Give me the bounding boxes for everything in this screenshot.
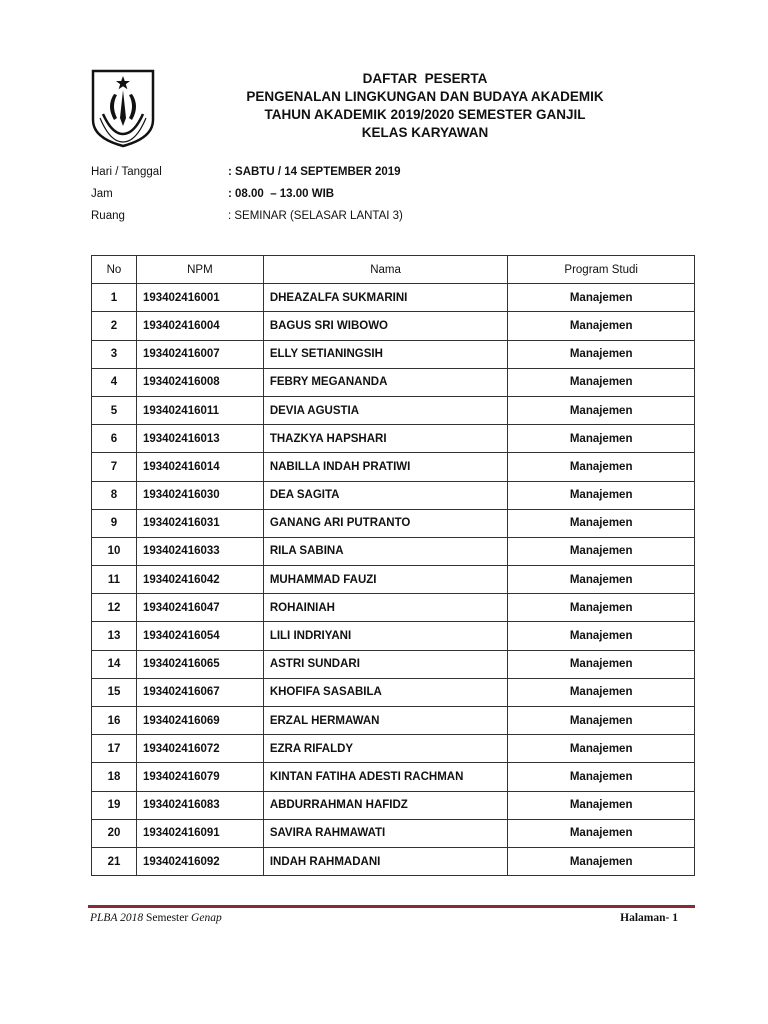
footer-rule	[88, 905, 695, 908]
row-no: 9	[92, 509, 137, 537]
row-program-studi: Manajemen	[508, 566, 695, 594]
row-npm: 193402416083	[136, 791, 263, 819]
row-no: 4	[92, 368, 137, 396]
document-title	[160, 70, 690, 142]
row-no: 10	[92, 537, 137, 565]
row-npm: 193402416069	[136, 707, 263, 735]
time-value: : 08.00 – 13.00 WIB	[228, 188, 335, 200]
row-no: 20	[92, 819, 137, 847]
row-nama: NABILLA INDAH PRATIWI	[263, 453, 508, 481]
row-npm: 193402416042	[136, 566, 263, 594]
header-nama: Nama	[263, 256, 508, 284]
university-emblem-icon	[90, 68, 156, 148]
row-npm: 193402416033	[136, 537, 263, 565]
row-no: 13	[92, 622, 137, 650]
row-no: 19	[92, 791, 137, 819]
row-nama: THAZKYA HAPSHARI	[263, 425, 508, 453]
table-row	[92, 650, 695, 678]
table-row	[92, 509, 695, 537]
room-label: Ruang	[91, 210, 125, 222]
table-row	[92, 791, 695, 819]
row-program-studi: Manajemen	[508, 368, 695, 396]
row-nama: ERZAL HERMAWAN	[263, 707, 508, 735]
row-no: 15	[92, 678, 137, 706]
table-row	[92, 622, 695, 650]
row-program-studi: Manajemen	[508, 594, 695, 622]
row-npm: 193402416079	[136, 763, 263, 791]
row-program-studi: Manajemen	[508, 650, 695, 678]
row-npm: 193402416092	[136, 847, 263, 875]
row-npm: 193402416072	[136, 735, 263, 763]
row-npm: 193402416014	[136, 453, 263, 481]
footer-suffix: Genap	[188, 912, 222, 924]
row-no: 11	[92, 566, 137, 594]
row-nama: ROHAINIAH	[263, 594, 508, 622]
row-no: 17	[92, 735, 137, 763]
table-row	[92, 678, 695, 706]
title-line-4: KELAS KARYAWAN	[361, 125, 489, 140]
table-header-row	[92, 256, 695, 284]
table-row	[92, 819, 695, 847]
row-nama: KINTAN FATIHA ADESTI RACHMAN	[263, 763, 508, 791]
footer-left	[90, 912, 222, 924]
row-nama: FEBRY MEGANANDA	[263, 368, 508, 396]
table-row	[92, 735, 695, 763]
row-program-studi: Manajemen	[508, 284, 695, 312]
table-row	[92, 481, 695, 509]
row-program-studi: Manajemen	[508, 396, 695, 424]
row-no: 8	[92, 481, 137, 509]
row-program-studi: Manajemen	[508, 622, 695, 650]
table-row	[92, 707, 695, 735]
row-program-studi: Manajemen	[508, 481, 695, 509]
row-program-studi: Manajemen	[508, 791, 695, 819]
table-row	[92, 453, 695, 481]
row-no: 12	[92, 594, 137, 622]
row-nama: RILA SABINA	[263, 537, 508, 565]
title-line-1: DAFTAR PESERTA	[362, 71, 488, 86]
page-number: Halaman- 1	[620, 912, 678, 924]
header-program-studi: Program Studi	[508, 256, 695, 284]
row-program-studi: Manajemen	[508, 453, 695, 481]
row-nama: DEVIA AGUSTIA	[263, 396, 508, 424]
date-label: Hari / Tanggal	[91, 166, 162, 178]
row-nama: LILI INDRIYANI	[263, 622, 508, 650]
row-npm: 193402416067	[136, 678, 263, 706]
header-no: No	[92, 256, 137, 284]
row-nama: DHEAZALFA SUKMARINI	[263, 284, 508, 312]
row-program-studi: Manajemen	[508, 707, 695, 735]
row-program-studi: Manajemen	[508, 425, 695, 453]
row-npm: 193402416013	[136, 425, 263, 453]
table-row	[92, 340, 695, 368]
participant-table	[91, 255, 695, 876]
row-nama: KHOFIFA SASABILA	[263, 678, 508, 706]
row-program-studi: Manajemen	[508, 509, 695, 537]
row-npm: 193402416004	[136, 312, 263, 340]
row-npm: 193402416091	[136, 819, 263, 847]
time-label: Jam	[91, 188, 113, 200]
row-program-studi: Manajemen	[508, 819, 695, 847]
row-program-studi: Manajemen	[508, 735, 695, 763]
row-program-studi: Manajemen	[508, 340, 695, 368]
row-no: 5	[92, 396, 137, 424]
row-nama: DEA SAGITA	[263, 481, 508, 509]
row-no: 7	[92, 453, 137, 481]
row-npm: 193402416054	[136, 622, 263, 650]
footer-prefix: PLBA 2018	[90, 912, 147, 924]
row-npm: 193402416031	[136, 509, 263, 537]
row-nama: MUHAMMAD FAUZI	[263, 566, 508, 594]
date-value: : SABTU / 14 SEPTEMBER 2019	[228, 166, 401, 178]
table-row	[92, 425, 695, 453]
row-nama: SAVIRA RAHMAWATI	[263, 819, 508, 847]
row-nama: ELLY SETIANINGSIH	[263, 340, 508, 368]
table-row	[92, 594, 695, 622]
row-nama: INDAH RAHMADANI	[263, 847, 508, 875]
row-program-studi: Manajemen	[508, 847, 695, 875]
row-no: 14	[92, 650, 137, 678]
row-no: 21	[92, 847, 137, 875]
row-no: 16	[92, 707, 137, 735]
table-row	[92, 537, 695, 565]
row-npm: 193402416007	[136, 340, 263, 368]
row-nama: ASTRI SUNDARI	[263, 650, 508, 678]
row-program-studi: Manajemen	[508, 763, 695, 791]
row-no: 6	[92, 425, 137, 453]
row-npm: 193402416008	[136, 368, 263, 396]
title-line-3: TAHUN AKADEMIK 2019/2020 SEMESTER GANJIL	[264, 107, 586, 122]
table-row	[92, 284, 695, 312]
table-row	[92, 847, 695, 875]
row-nama: GANANG ARI PUTRANTO	[263, 509, 508, 537]
table-row	[92, 368, 695, 396]
room-value: : SEMINAR (SELASAR LANTAI 3)	[228, 210, 403, 222]
row-no: 18	[92, 763, 137, 791]
table-row	[92, 312, 695, 340]
row-program-studi: Manajemen	[508, 312, 695, 340]
row-npm: 193402416011	[136, 396, 263, 424]
table-row	[92, 396, 695, 424]
row-nama: EZRA RIFALDY	[263, 735, 508, 763]
row-nama: ABDURRAHMAN HAFIDZ	[263, 791, 508, 819]
row-npm: 193402416047	[136, 594, 263, 622]
table-row	[92, 763, 695, 791]
table-row	[92, 566, 695, 594]
footer-semester: Semester	[146, 912, 189, 924]
row-program-studi: Manajemen	[508, 678, 695, 706]
row-npm: 193402416030	[136, 481, 263, 509]
row-no: 1	[92, 284, 137, 312]
row-npm: 193402416001	[136, 284, 263, 312]
header-npm: NPM	[136, 256, 263, 284]
row-npm: 193402416065	[136, 650, 263, 678]
row-program-studi: Manajemen	[508, 537, 695, 565]
row-no: 3	[92, 340, 137, 368]
row-no: 2	[92, 312, 137, 340]
title-line-2: PENGENALAN LINGKUNGAN DAN BUDAYA AKADEMIK	[246, 89, 604, 104]
row-nama: BAGUS SRI WIBOWO	[263, 312, 508, 340]
